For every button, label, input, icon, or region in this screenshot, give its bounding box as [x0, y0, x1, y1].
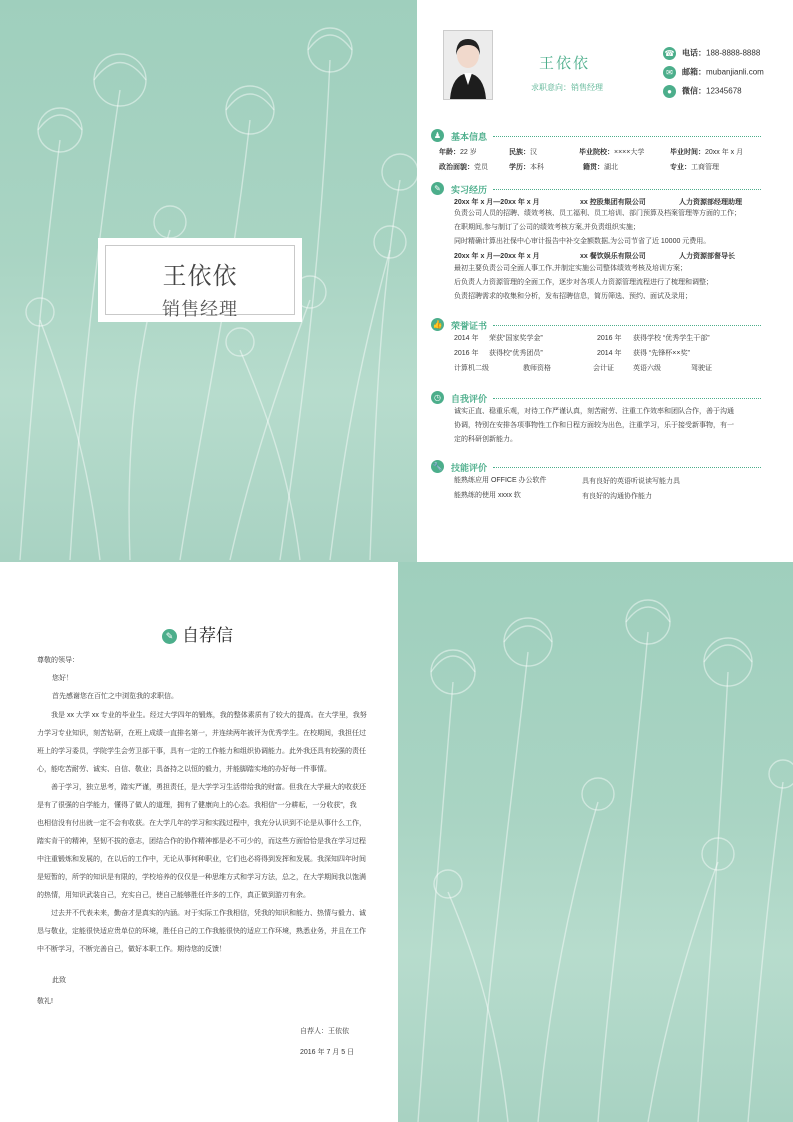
resume-name: 王依依 [539, 55, 591, 72]
basic-major: 专业：工商管理 [670, 164, 719, 171]
letter-paragraph-3: 过去并不代表未来，勤奋才是真实的内涵。对于实际工作我相信，凭我的知识和能力、热情与毅力、诚 恳与敬业，定能很快适应贵单位的环境，胜任自己的工作我能很快的适应工作环境，熟悉业务，并且在工作 中不断学习，不断完善自己，做好本职工作。期待您的反馈！ [37, 910, 366, 953]
job1-desc: 负责公司人员的招聘、绩效考核、员工福利、员工培训、部门预算及档案管理等方面的工作； 在职期间,参与制订了公司的绩效考核方案,并负责组织实施； 同时精确计算出社保中心审计报告中补交金额数据,为公司节省了近 10000 元费用。 [454, 210, 741, 245]
letter-closing-2: 敬礼! [37, 998, 53, 1005]
section-divider [493, 136, 761, 137]
cover-page [0, 0, 417, 562]
letter-greeting: 您好！ [52, 675, 73, 682]
certificate: 驾驶证 [691, 365, 712, 372]
clock-icon: ◷ [431, 391, 444, 404]
award-item: 获得校“优秀团员” [489, 350, 543, 357]
section-awards: 👍 荣誉证书 [431, 318, 761, 332]
letter-date: 2016 年 7 月 5 日 [300, 1049, 355, 1056]
letter-signature: 自荐人：王依依 [300, 1028, 349, 1035]
profile-photo [443, 30, 493, 100]
job-intent-label: 求职意向： [531, 83, 571, 92]
basic-school: 毕业院校：××××大学 [579, 149, 645, 156]
section-divider [493, 325, 761, 326]
section-divider [493, 467, 761, 468]
cover-letter-page [0, 562, 398, 1122]
job1-role: 人力资源部经理助理 [679, 199, 742, 206]
cover-name: 王依依 [162, 263, 238, 290]
cover-letter-title: ✎ 自荐信 [162, 621, 233, 646]
skill-item: 具有良好的英语听说读写能力具 [582, 478, 680, 485]
certificate: 教师资格 [523, 365, 551, 372]
award-item: 获得学校 “优秀学生干部” [633, 335, 710, 342]
certificate: 英语六级 [633, 365, 661, 372]
phone-icon: ☎ [664, 49, 675, 58]
section-experience: ✎ 实习经历 [431, 182, 761, 196]
basic-degree: 学历：本科 [509, 164, 544, 171]
award-year: 2016 年 [454, 350, 479, 357]
award-item: 荣获“国家奖学金” [489, 335, 543, 342]
skill-item: 能熟练的使用 xxxx 软 [454, 492, 521, 499]
edit-icon: ✎ [431, 182, 444, 195]
skill-item: 能熟练应用 OFFICE 办公软件 [454, 477, 547, 484]
award-year: 2014 年 [597, 350, 622, 357]
job2-company: xx 餐饮娱乐有限公司 [580, 253, 646, 260]
person-icon: ♟ [431, 129, 444, 142]
contact-email: ✉ 邮箱：mubanjianli.com [663, 66, 764, 79]
cover-name-card [98, 238, 302, 322]
job1-time: 20xx 年 x 月—20xx 年 x 月 [454, 199, 540, 206]
letter-paragraph-2: 善于学习，独立思考，踏实严谨，勇担责任，是大学学习生活带给我的财富。但我在大学最大的收获还 是有了很强的自学能力，懂得了做人的道理，拥有了健康向上的心态。我相信“一分耕耘，一分收获”，我 也相信没有付出就一定不会有收获。在大学几年的学习和实践过程中，我充分认识到不论是从事什么工作， 踏实肯干的精神，坚韧不拔的意志，团结合作的协作精神都是必不可少的，而这些方面恰恰是我在学习过程 中注重锻炼和发展的，在以后的工作中，无论从事何种职业，它们也必将得到发挥和发展。我深知四年时间 是短暂的，所学的知识是有限的，学校培养的仅仅是一种思维方式和学习方法，总之，在大学期间我以饱满 的热情，用知识武装自己，充实自己，使自己能够胜任许多的工作，真正做到游刃有余。 [37, 784, 366, 899]
job-intent-value: 销售经理 [571, 83, 603, 92]
job2-time: 20xx 年 x 月—20xx 年 x 月 [454, 253, 540, 260]
cover-job-title: 销售经理 [162, 299, 238, 319]
basic-political: 政治面貌：党员 [439, 164, 488, 171]
wrench-icon: 🔧 [432, 462, 443, 471]
contact-wechat: ● 微信：12345678 [663, 85, 742, 98]
letter-closing-1: 此致 [52, 977, 66, 984]
certificate: 会计证 [593, 365, 614, 372]
resume-page [417, 0, 793, 565]
award-year: 2014 年 [454, 335, 479, 342]
basic-ethnic: 民族：汉 [509, 149, 537, 156]
letter-opening: 首先感谢您在百忙之中浏览我的求职信。 [52, 693, 178, 700]
job2-role: 人力资源部督导长 [679, 253, 735, 260]
job1-company: xx 控股集团有限公司 [580, 199, 646, 206]
award-item: 获得 “先锋杯××奖” [633, 350, 690, 357]
section-divider [493, 398, 761, 399]
job2-desc: 最初主要负责公司全面人事工作,并制定实施公司整体绩效考核及培训方案； 后负责人力资源管理的全面工作，逐步对各项人力资源管理流程进行了梳理和调整； 负责招聘需求的收集和分析，发布招聘信息，简历筛选、预约、面试及录用； [454, 265, 713, 300]
basic-origin: 籍贯：湖北 [583, 164, 618, 171]
section-self-evaluation: ◷ 自我评价 [431, 391, 761, 405]
thumbs-up-icon: 👍 [432, 320, 443, 329]
basic-grad-time: 毕业时间：20xx 年 x 月 [670, 149, 744, 156]
email-icon: ✉ [663, 66, 676, 79]
section-basic-info: ♟ 基本信息 [431, 129, 761, 143]
letter-paragraph-1: 我是 xx 大学 xx 专业的毕业生。经过大学四年的锻炼，我的整体素质有了较大的提高。在大学里，我努 力学习专业知识，刻苦钻研，在班上成绩一直排名第一，并连续两年被评为优秀学生。在校期间，我担任过 班上的学习委员，学院学生会劳卫部干事，具有一定的工作能力和组织协调能力。此外我还具有较强的责任 心，能吃苦耐劳、诚实、自信、敬业；具备持之以恒的毅力，并能脚踏实地的办好每一件事情。 [37, 712, 367, 773]
section-skills: 🔧 技能评价 [431, 460, 761, 474]
section-divider [493, 189, 761, 190]
skill-item: 有良好的沟通协作能力 [582, 493, 652, 500]
pen-icon: ✎ [162, 629, 177, 644]
dandelion-decoration [398, 562, 793, 1122]
self-evaluation-text: 诚实正直、稳重乐观，对待工作严谨认真，刻苦耐劳、注重工作效率和团队合作，善于沟通 协调，特别在安排各项事物性工作和日程方面较为出色，注重学习，乐于接受新事物，有一 定的科研创新能力。 [454, 408, 734, 443]
award-year: 2016 年 [597, 335, 622, 342]
back-cover-page [398, 562, 793, 1122]
contact-phone: ☎ 电话：188-8888-8888 [664, 48, 761, 58]
letter-salutation: 尊敬的领导： [37, 657, 79, 664]
job-intent [531, 82, 603, 93]
basic-age: 年龄：22 岁 [439, 149, 477, 156]
certificate: 计算机二级 [454, 365, 489, 372]
wechat-icon: ● [663, 85, 676, 98]
